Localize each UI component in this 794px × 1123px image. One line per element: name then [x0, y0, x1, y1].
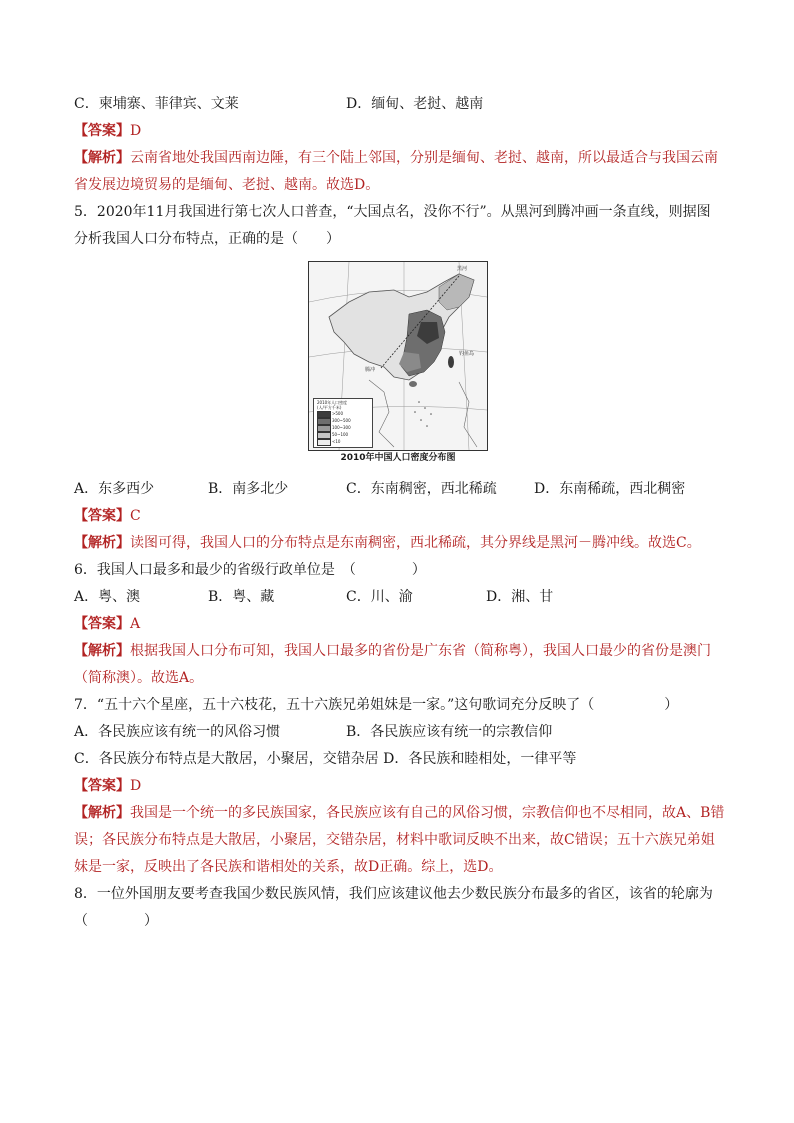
legend-label: 300~500 [332, 418, 351, 423]
q8-stem-line2: （ ） [74, 913, 158, 929]
legend-swatch [317, 418, 331, 425]
analysis-tag: 【解析】 [74, 643, 130, 659]
q4-answer [74, 121, 141, 141]
legend-swatch [317, 432, 331, 439]
q5-option-c: C．东南稠密，西北稀疏 [346, 481, 497, 497]
q5-option-d: D．东南稀疏，西北稠密 [534, 481, 686, 497]
legend-label: <10 [332, 439, 341, 444]
legend-swatch [317, 411, 331, 418]
analysis-tag: 【解析】 [74, 805, 130, 821]
q7-analysis-line1 [74, 803, 724, 823]
diaoyu-label: 钓鱼岛 [459, 351, 475, 357]
q6-option-b: B．粤、藏 [208, 589, 275, 605]
analysis-text: 我国是一个统一的多民族国家，各民族应该有自己的风俗习惯，宗教信仰也不尽相同，故A、B错 [130, 805, 725, 821]
analysis-text: 根据我国人口分布可知，我国人口最多的省份是广东省（简称粤），我国人口最少的省份是澳门 [130, 643, 711, 659]
q7-option-a: A．各民族应该有统一的风俗习惯 [74, 724, 281, 740]
q8-stem-line1: 8．一位外国朋友要考查我国少数民族风情，我们应该建议他去少数民族分布最多的省区，该省的轮廓为 [74, 886, 713, 902]
legend-swatch [317, 439, 331, 446]
q6-analysis-line1 [74, 641, 711, 661]
legend-title: 2010年人口密度 [317, 400, 348, 405]
q5-option-a: A．东多西少 [74, 481, 155, 497]
legend-label: 50~100 [332, 432, 349, 437]
answer-tag: 【答案】 [74, 778, 130, 794]
analysis-tag: 【解析】 [74, 150, 130, 166]
q6-option-d: D．湘、甘 [486, 589, 554, 605]
analysis-text: 读图可得，我国人口的分布特点是东南稠密，西北稀疏，其分界线是黑河－腾冲线。故选C。 [130, 535, 701, 551]
legend-label: 100~300 [332, 425, 351, 430]
analysis-text: 云南省地处我国西南边陲，有三个陆上邻国，分别是缅甸、老挝、越南，所以最适合与我国云南 [130, 150, 718, 166]
answer-tag: 【答案】 [74, 123, 130, 139]
q6-option-a: A．粤、澳 [74, 589, 141, 605]
map-caption: 2010年中国人口密度分布图 [340, 453, 456, 463]
q4-option-c: C．柬埔寨、菲律宾、文莱 [74, 96, 239, 112]
legend-unit: (人/平方千米) [317, 405, 342, 410]
q5-answer [74, 506, 141, 526]
q7-analysis-line3: 妹是一家，反映出了各民族和谐相处的关系，故D正确。综上，选D。 [74, 859, 503, 875]
answer-tag: 【答案】 [74, 508, 130, 524]
q4-analysis-line2: 省发展边境贸易的是缅甸、老挝、越南。故选D。 [74, 177, 380, 193]
q5-stem-line1: 5．2020年11月我国进行第七次人口普查，“大国点名，没你不行”。从黑河到腾冲画一条直线，则据图 [74, 204, 711, 220]
q6-analysis-line2: （简称澳）。故选A。 [74, 670, 204, 686]
q7-option-b: B．各民族应该有统一的宗教信仰 [346, 724, 553, 740]
legend-swatch [317, 425, 331, 432]
heihe-label: 黑河 [457, 266, 468, 272]
answer-value: A [130, 616, 141, 632]
tengchong-label: 腾冲 [365, 367, 376, 373]
legend-label: >500 [332, 411, 343, 416]
q7-analysis-line2: 误；各民族分布特点是大散居，小聚居，交错杂居，材料中歌词反映不出来，故C错误；五十六族兄弟姐 [74, 832, 715, 848]
population-density-map [308, 261, 488, 451]
answer-tag: 【答案】 [74, 616, 130, 632]
q5-analysis [74, 533, 701, 553]
q6-stem: 6．我国人口最多和最少的省级行政单位是 （ ） [74, 562, 426, 578]
q4-option-d: D．缅甸、老挝、越南 [346, 96, 484, 112]
answer-value: D [130, 778, 142, 794]
map-legend [313, 398, 373, 448]
q6-answer [74, 614, 140, 634]
analysis-tag: 【解析】 [74, 535, 130, 551]
answer-value: D [130, 123, 142, 139]
q5-option-b: B．南多北少 [208, 481, 289, 497]
q4-analysis-line1 [74, 148, 718, 168]
q5-stem-line2: 分析我国人口分布特点，正确的是（ ） [74, 231, 340, 247]
q7-option-cd: C．各民族分布特点是大散居，小聚居，交错杂居 D．各民族和睦相处，一律平等 [74, 751, 577, 767]
q7-stem: 7．“五十六个星座，五十六枝花，五十六族兄弟姐妹是一家。”这句歌词充分反映了（ ） [74, 697, 679, 713]
q6-option-c: C．川、渝 [346, 589, 413, 605]
answer-value: C [130, 508, 141, 524]
q7-answer [74, 776, 141, 796]
